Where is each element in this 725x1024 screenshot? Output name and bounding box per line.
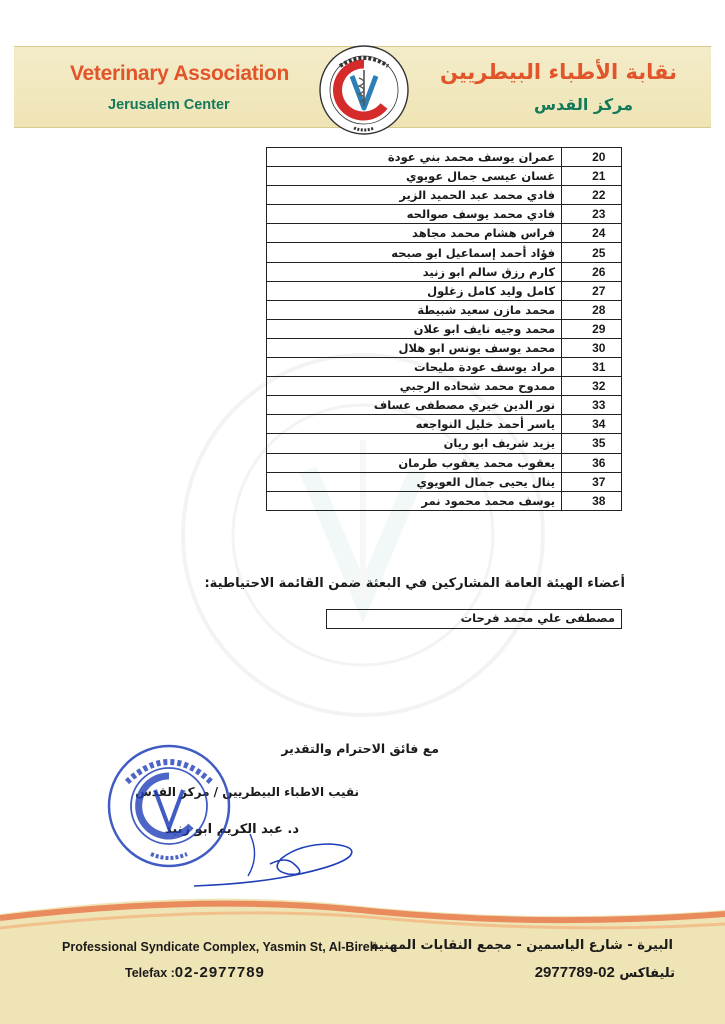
table-row (267, 243, 622, 262)
member-name-cell: محمد مازن سعيد شبيطة (267, 300, 562, 319)
member-number-cell: 29 (562, 319, 622, 338)
member-number-cell: 22 (562, 186, 622, 205)
member-number-cell: 34 (562, 415, 622, 434)
member-number-cell: 25 (562, 243, 622, 262)
table-row (267, 377, 622, 396)
table-row (267, 148, 622, 167)
member-name-cell: محمد يوسف يونس ابو هلال (267, 338, 562, 357)
member-name-cell: مراد يوسف عودة مليحات (267, 358, 562, 377)
footer-arabic-telefax-number: 02-2977789 (534, 964, 615, 981)
member-number-cell: 26 (562, 262, 622, 281)
header-arabic-subtitle: مركز القدس (533, 95, 633, 114)
table-row (267, 491, 622, 510)
table-row (267, 319, 622, 338)
member-number-cell: 38 (562, 491, 622, 510)
footer-english-telefax-label: Telefax : (125, 966, 175, 980)
signer-name: د. عبد الكريم ابو زنيد (164, 822, 299, 837)
member-number-cell: 35 (562, 434, 622, 453)
member-number-cell: 37 (562, 472, 622, 491)
table-row (267, 358, 622, 377)
table-row (267, 472, 622, 491)
closing-regards: مع فائق الاحترام والتقدير (281, 741, 439, 756)
member-name-cell: يعقوب محمد يعقوب طرمان (267, 453, 562, 472)
table-row (267, 224, 622, 243)
member-name-cell: محمد وجيه نايف ابو علان (267, 319, 562, 338)
table-row (267, 453, 622, 472)
signer-position: نقيب الاطباء البيطريين / مركز القدس (135, 785, 359, 799)
member-number-cell: 27 (562, 281, 622, 300)
reserve-list-heading: أعضاء الهيئة العامة المشاركين في البعثة ضمن القائمة الاحتياطية: (204, 576, 625, 591)
table-row (267, 434, 622, 453)
members-table (266, 147, 622, 511)
member-number-cell: 24 (562, 224, 622, 243)
member-number-cell: 21 (562, 167, 622, 186)
member-name-cell: فؤاد أحمد إسماعيل ابو صبحه (267, 243, 562, 262)
association-logo (318, 44, 410, 136)
member-name-cell: غسان عيسى جمال عويوي (267, 167, 562, 186)
header-arabic-title: نقابة الأطباء البيطريين (439, 60, 677, 84)
member-number-cell: 33 (562, 396, 622, 415)
member-number-cell: 30 (562, 338, 622, 357)
footer-arabic-telefax (535, 964, 675, 981)
footer-english-telefax-number: 02-2977789 (174, 964, 265, 981)
member-number-cell: 23 (562, 205, 622, 224)
member-name-cell: فراس هشام محمد مجاهد (267, 224, 562, 243)
table-row (267, 167, 622, 186)
table-row (267, 186, 622, 205)
table-row (267, 415, 622, 434)
member-number-cell: 36 (562, 453, 622, 472)
member-name-cell: فادي محمد عبد الحميد الزير (267, 186, 562, 205)
table-row (267, 338, 622, 357)
member-name-cell: يوسف محمد محمود نمر (267, 491, 562, 510)
member-number-cell: 31 (562, 358, 622, 377)
member-name-cell: يزيد شريف ابو ريان (267, 434, 562, 453)
footer-english-telefax (125, 964, 265, 981)
member-name-cell: نور الدين خيري مصطفى عساف (267, 396, 562, 415)
member-number-cell: 28 (562, 300, 622, 319)
footer-band (0, 888, 725, 1024)
table-row (267, 300, 622, 319)
footer-arabic-telefax-label: تليفاكس (619, 966, 675, 981)
table-row (267, 262, 622, 281)
member-name-cell: ممدوح محمد شحاده الرجبي (267, 377, 562, 396)
footer-english-address: Professional Syndicate Complex, Yasmin St, Al-Bireh (62, 940, 378, 954)
header-english-title: Veterinary Association (70, 62, 290, 85)
table-row (267, 281, 622, 300)
member-number-cell: 20 (562, 148, 622, 167)
footer-arabic-address: البيرة - شارع الياسمين - مجمع النقابات المهنية (370, 938, 673, 953)
table-row (267, 396, 622, 415)
member-name-cell: فادي محمد يوسف صوالحه (267, 205, 562, 224)
handwritten-signature (190, 826, 365, 896)
member-name-cell: ينال يحيى جمال العويوي (267, 472, 562, 491)
member-number-cell: 32 (562, 377, 622, 396)
header-english-subtitle: Jerusalem Center (108, 97, 230, 113)
member-name-cell: ياسر أحمد خليل النواجعه (267, 415, 562, 434)
member-name-cell: كارم رزق سالم ابو زنيد (267, 262, 562, 281)
member-name-cell: عمران يوسف محمد بني عودة (267, 148, 562, 167)
table-row (267, 205, 622, 224)
reserve-member-name: مصطفى علي محمد فرحات (326, 609, 622, 629)
member-name-cell: كامل وليد كامل زغلول (267, 281, 562, 300)
